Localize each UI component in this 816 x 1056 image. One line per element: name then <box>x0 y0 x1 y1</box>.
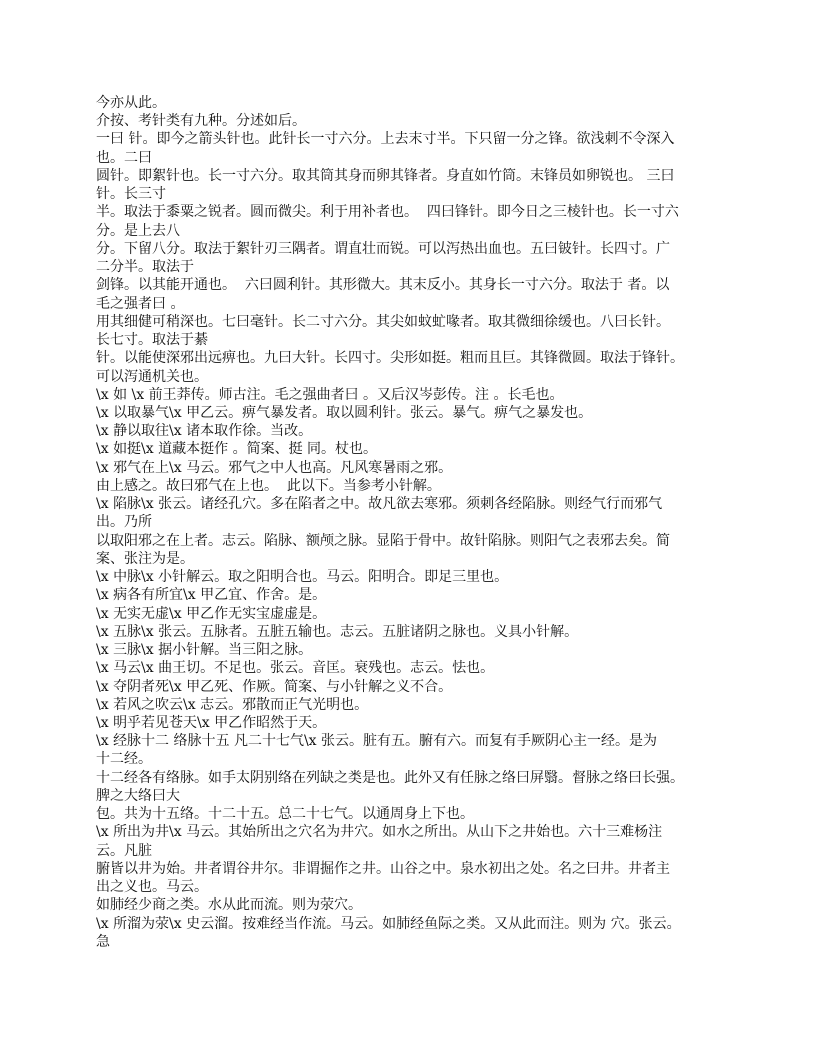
text-line: \x 若风之吹云\x 志云。邪散而正气光明也。 <box>96 696 369 713</box>
text-line: \x 如挺\x 道藏本挺作 。简案、挺 同。杖也。 <box>96 441 378 458</box>
text-line: \x 中脉\x 小针解云。取之阳明合也。马云。阳明合。即足三里也。 <box>96 569 509 586</box>
text-line: 用其细健可稍深也。七曰毫针。长二寸六分。其尖如蚊虻喙者。取其微细徐缓也。八曰长针。 <box>96 313 670 330</box>
text-line: \x 邪气在上\x 马云。邪气之中人也高。凡风寒暑雨之邪。 <box>96 459 453 476</box>
text-line: 一曰 针。即今之箭头针也。此针长一寸六分。上去末寸半。下只留一分之锋。欲浅刺不令深入 <box>96 131 675 148</box>
text-line: 腑皆以井为始。井者谓谷井尔。非谓掘作之井。山谷之中。泉水初出之处。名之曰井。井者主 <box>96 860 670 877</box>
text-line: 针。以能使深邪出远痹也。九曰大针。长四寸。尖形如挺。粗而且巨。其锋微圆。取法于锋针。 <box>96 350 684 367</box>
text-line: 急 <box>96 933 110 950</box>
text-line: 云。凡脏 <box>96 842 152 859</box>
text-line: 以取阳邪之在上者。志云。陷脉、额颅之脉。显陷于骨中。故针陷脉。则阳气之表邪去矣。简 <box>96 532 670 549</box>
text-line: 圆针。即絮针也。长一寸六分。取其筒其身而卵其锋者。身直如竹筒。末锋员如卵锐也。 三曰 <box>96 167 675 184</box>
document-page <box>96 94 726 951</box>
text-line: 今亦从此。 <box>96 95 166 111</box>
text-line: 剑锋。以其能开通也。 六曰圆利针。其形微大。其末反小。其身长一寸六分。取法于 者。以 <box>96 277 670 294</box>
text-line: 案、张注为是。 <box>96 550 194 567</box>
text-line: 可以泻通机关也。 <box>96 368 208 385</box>
text-line: 如肺经少商之类。水从此而流。则为荥穴。 <box>96 897 362 914</box>
text-line: \x 三脉\x 据小针解。当三阳之脉。 <box>96 642 313 659</box>
text-line: 分。是上去八 <box>96 222 180 239</box>
text-line: 包。共为十五络。十二十五。总二十七气。以通周身上下也。 <box>96 806 474 823</box>
text-line: 出。乃所 <box>96 514 152 531</box>
text-line: 针。长三寸 <box>96 186 166 203</box>
text-line: 介按、考针类有九种。分述如后。 <box>96 113 306 130</box>
text-line: \x 所溜为荥\x 史云溜。按难经当作流。马云。如肺经鱼际之类。又从此而注。则为 穴。张云。 <box>96 915 681 932</box>
text-line: \x 静以取往\x 诸本取作徐。当改。 <box>96 423 313 440</box>
text-line: 出之义也。马云。 <box>96 879 208 896</box>
text-line: 长七寸。取法于綦 <box>96 332 208 349</box>
text-line: \x 五脉\x 张云。五脉者。五脏五输也。志云。五脏诸阴之脉也。义具小针解。 <box>96 623 579 640</box>
text-line: \x 夺阴者死\x 甲乙死、作厥。简案、与小针解之义不合。 <box>96 678 453 695</box>
text-line: \x 如 \x 前王莽传。师古注。毛之强曲者曰 。又后汉岑彭传。注 。长毛也。 <box>96 386 564 403</box>
text-line: 半。取法于黍粟之锐者。圆而微尖。利于用补者也。 四曰锋针。即今日之三棱针也。长一寸六 <box>96 204 679 221</box>
text-line: \x 以取暴气\x 甲乙云。痹气暴发者。取以圆利针。张云。暴气。痹气之暴发也。 <box>96 404 593 421</box>
text-line: 由上感之。故曰邪气在上也。 此以下。当参考小针解。 <box>96 477 441 494</box>
text-line: \x 无实无虚\x 甲乙作无实宝虚虚是。 <box>96 605 327 622</box>
text-line: \x 病各有所宜\x 甲乙宜、作舍。是。 <box>96 587 327 604</box>
text-line: \x 所出为井\x 马云。其始所出之穴名为井穴。如水之所出。从山下之井始也。六十三难杨注 <box>96 824 663 841</box>
text-line: 毛之强者曰 。 <box>96 295 185 312</box>
text-line: \x 陷脉\x 张云。诸经孔穴。多在陷者之中。故凡欲去寒邪。须刺各经陷脉。则经气行而邪气 <box>96 496 663 513</box>
text-line: \x 马云\x 曲王切。不足也。张云。音匡。衰残也。志云。怯也。 <box>96 660 495 677</box>
text-line: 也。二曰 <box>96 149 152 166</box>
text-line: 分。下留八分。取法于絮针刃三隅者。谓直壮而锐。可以泻热出血也。五曰铍针。长四寸。广 <box>96 240 670 257</box>
text-line: 十二经。 <box>96 751 152 768</box>
text-line: 二分半。取法于 <box>96 259 194 276</box>
text-line: \x 经脉十二 络脉十五 凡二十七气\x 张云。脏有五。腑有六。而复有手厥阴心主一经。是为 <box>96 733 658 750</box>
text-line: 脾之大络曰大 <box>96 787 180 804</box>
text-line: 十二经各有络脉。如手太阴别络在列缺之类是也。此外又有任脉之络曰屏翳。督脉之络曰长强。 <box>96 769 684 786</box>
text-line: \x 明乎若见苍天\x 甲乙作昭然于天。 <box>96 714 327 731</box>
